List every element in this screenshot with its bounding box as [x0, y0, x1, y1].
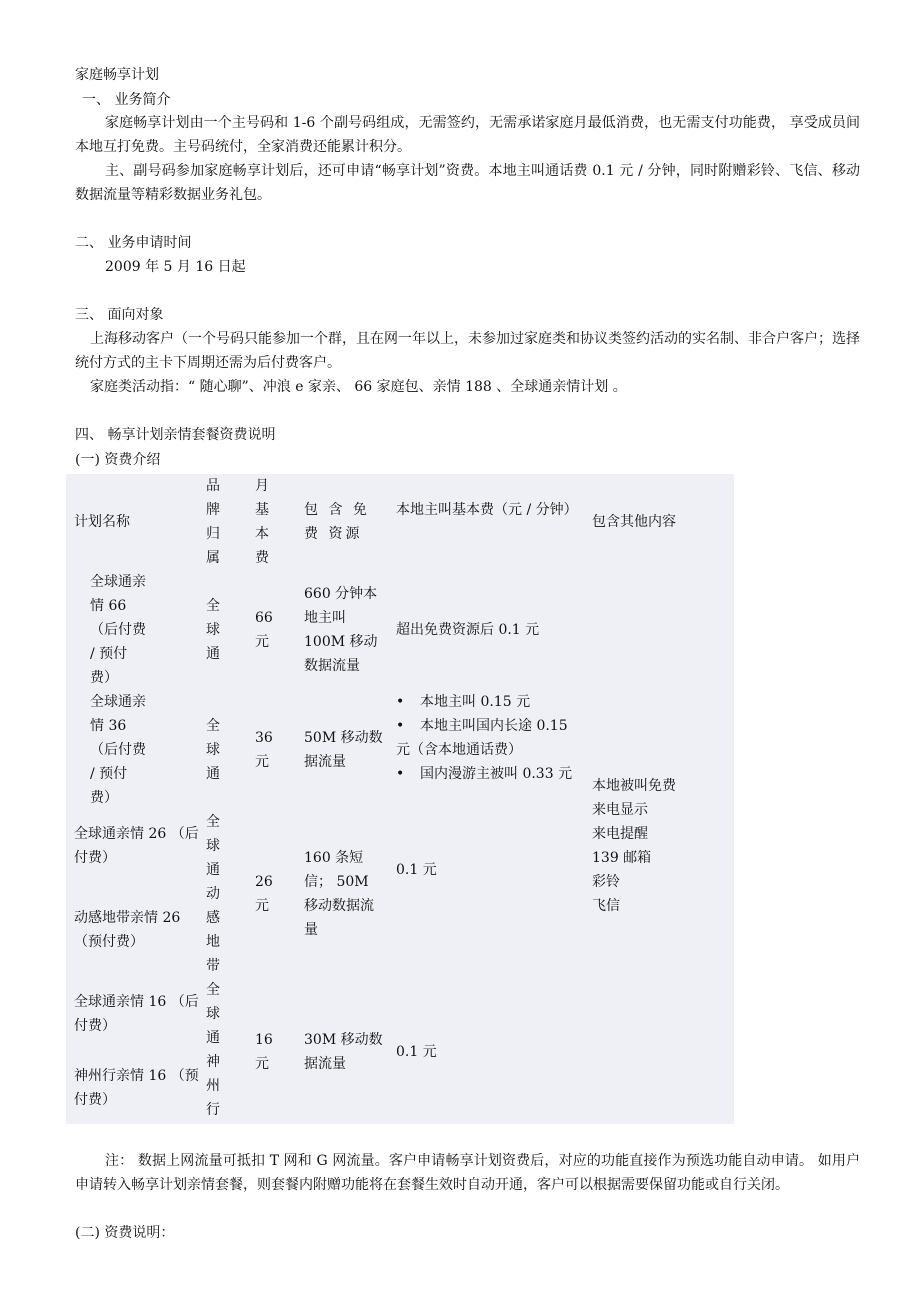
other-contents	[592, 774, 676, 918]
row3-free: 160 条短信； 50M 移动数据流量	[304, 850, 374, 938]
section-4-sub-1: (一) 资费介绍	[75, 452, 161, 468]
header-basic-fee: 本地主叫基本费（元 / 分钟）	[396, 502, 578, 518]
row2-fee: 36 元	[255, 730, 273, 770]
row4-name-b: 神州行亲情 16 （预付费）	[74, 1068, 199, 1108]
section-4-heading: 四、 畅享计划亲情套餐资费说明	[75, 427, 276, 443]
section-1-para-1: 家庭畅享计划由一个主号码和 1-6 个副号码组成，无需签约，无需承诺家庭月最低消费，也无需支付功能费， 享受成员间本地互打免费。主号码统付，全家消费还能累计积分。	[75, 115, 860, 155]
row2-basic-item: • 本地主叫国内长途 0.15 元（含本地通话费）	[396, 714, 586, 762]
row1-fee: 66 元	[255, 610, 273, 650]
section-2-para: 2009 年 5 月 16 日起	[105, 259, 246, 275]
section-1-para-2: 主、副号码参加家庭畅享计划后，还可申请“畅享计划”资费。本地主叫通话费 0.1 元 / 分钟，同时附赠彩铃、飞信、移动数据流量等精彩数据业务礼包。	[75, 163, 860, 203]
row4-name-a: 全球通亲情 16 （后付费）	[74, 994, 199, 1034]
row1-basic: 超出免费资源后 0.1 元	[396, 622, 540, 638]
other-item: 139 邮箱	[592, 850, 652, 866]
section-1-heading: 一、 业务简介	[82, 92, 171, 108]
other-item: 来电显示	[592, 802, 648, 818]
row2-basic-item: • 本地主叫 0.15 元	[396, 690, 586, 714]
row4-fee: 16 元	[255, 1032, 273, 1072]
row3-name-a: 全球通亲情 26 （后付费）	[74, 826, 199, 866]
row2-basic-item: • 国内漫游主被叫 0.33 元	[396, 762, 586, 786]
row3-name-b: 动感地带亲情 26 （预付费）	[74, 910, 181, 950]
section-3-heading: 三、 面向对象	[75, 307, 164, 323]
row1-brand: 全球通	[206, 598, 220, 662]
row2-brand: 全球通	[206, 718, 220, 782]
header-monthly-fee: 月基本费	[255, 478, 269, 566]
section-2-heading: 二、 业务申请时间	[75, 235, 192, 251]
section-3-para-2: 家庭类活动指：“ 随心聊”、冲浪 e 家亲、 66 家庭包、亲情 188 、全球通亲情计划 。	[90, 379, 627, 395]
row3-basic: 0.1 元	[396, 862, 437, 878]
row1-free: 660 分钟本地主叫 100M 移动数据流量	[304, 586, 378, 674]
header-plan-name: 计划名称	[74, 514, 130, 530]
doc-title: 家庭畅享计划	[75, 67, 159, 83]
header-brand: 品牌归属	[206, 478, 220, 566]
other-item: 来电提醒	[592, 826, 648, 842]
header-free-resources: 包 含 免 费 资源	[304, 502, 370, 542]
section-3-para-1: 上海移动客户（一个号码只能参加一个群，且在网一年以上，未参加过家庭类和协议类签约活动的实名制、非合户客户；选择统付方式的主卡下周期还需为后付费客户。	[75, 331, 860, 371]
row2-name: 全球通亲情 36 （后付费 / 预付费）	[90, 694, 146, 806]
header-other: 包含其他内容	[592, 514, 676, 530]
section-4-sub-2: (二) 资费说明：	[75, 1225, 175, 1241]
row4-brand: 全球通神州行	[206, 982, 220, 1118]
other-item: 本地被叫免费	[592, 778, 676, 794]
row2-free: 50M 移动数据流量	[304, 730, 383, 770]
tariff-table	[66, 474, 734, 1124]
row3-brand: 全球通动感地带	[206, 814, 220, 974]
row1-name: 全球通亲情 66 （后付费 / 预付费）	[90, 574, 146, 686]
other-item: 飞信	[592, 898, 620, 914]
row4-free: 30M 移动数据流量	[304, 1032, 383, 1072]
row2-basic-list	[396, 690, 586, 786]
table-note: 注： 数据上网流量可抵扣 T 网和 G 网流量。客户申请畅享计划资费后，对应的功能直接作为预选功能自动申请。 如用户申请转入畅享计划亲情套餐，则套餐内附赠功能将在套餐生效时自动开通，客户可以根据需要保留功能或自行关闭。	[75, 1153, 860, 1193]
other-item: 彩铃	[592, 874, 620, 890]
row4-basic: 0.1 元	[396, 1044, 437, 1060]
row3-fee: 26 元	[255, 874, 273, 914]
